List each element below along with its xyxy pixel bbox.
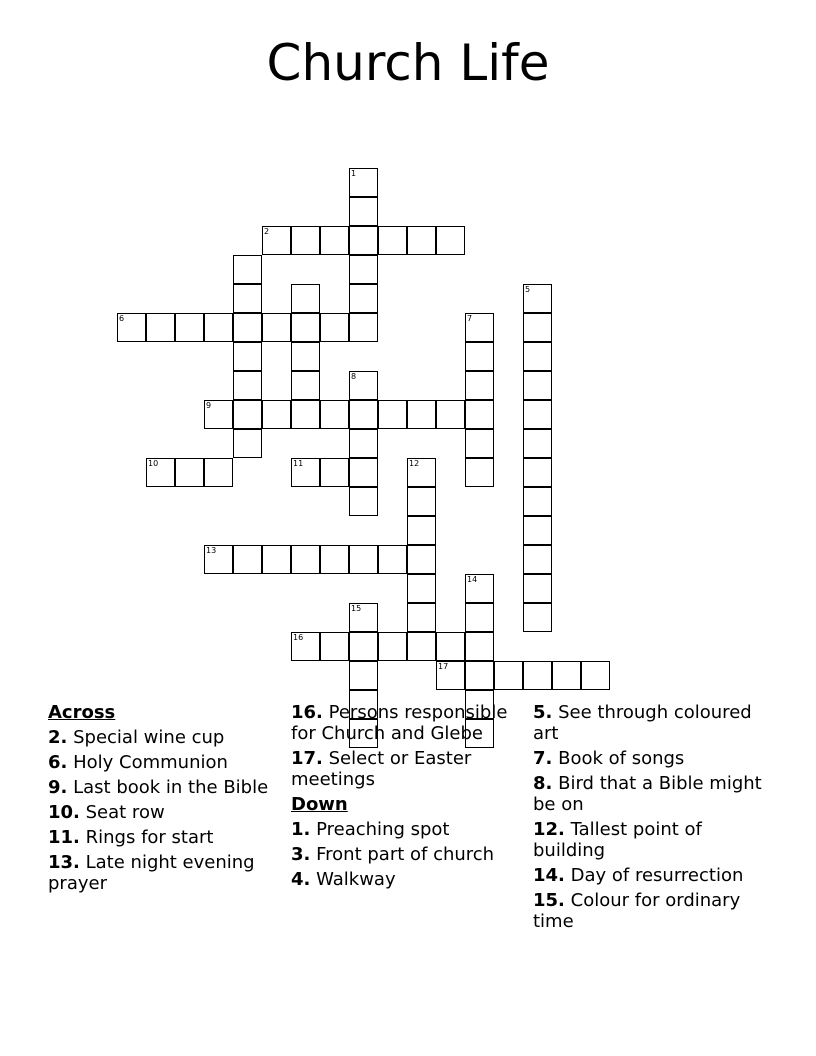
grid-cell[interactable]: [117, 313, 146, 342]
grid-cell[interactable]: [465, 458, 494, 487]
grid-cell[interactable]: [523, 661, 552, 690]
cell-number: 9: [206, 401, 212, 410]
clue-column-3: [533, 702, 773, 936]
cell-number: 11: [293, 459, 304, 468]
grid-cell[interactable]: [204, 545, 233, 574]
grid-cell[interactable]: [349, 197, 378, 226]
grid-cell[interactable]: [320, 400, 349, 429]
clue-across-10[interactable]: 10. Seat row: [48, 802, 165, 823]
grid-cell[interactable]: [233, 371, 262, 400]
grid-cell[interactable]: [320, 313, 349, 342]
clue-across-13[interactable]: 13. Late night evening prayer: [48, 852, 255, 894]
clue-across-6[interactable]: 6. Holy Communion: [48, 752, 228, 773]
grid-cell[interactable]: [494, 661, 523, 690]
grid-cell[interactable]: [465, 313, 494, 342]
grid-cell[interactable]: [523, 574, 552, 603]
grid-cell[interactable]: [552, 661, 581, 690]
grid-cell[interactable]: [581, 661, 610, 690]
cell-number: 5: [525, 285, 531, 294]
grid-cell[interactable]: [465, 400, 494, 429]
clue-down-5[interactable]: 5. See through coloured art: [533, 702, 752, 744]
grid-cell[interactable]: [465, 371, 494, 400]
grid-cell[interactable]: [349, 400, 378, 429]
grid-cell[interactable]: [204, 400, 233, 429]
grid-cell[interactable]: [291, 632, 320, 661]
grid-cell[interactable]: [407, 603, 436, 632]
clue-down-4[interactable]: 4. Walkway: [291, 869, 396, 890]
grid-cell[interactable]: [320, 458, 349, 487]
grid-cell[interactable]: [320, 226, 349, 255]
clue-column-1: [48, 702, 278, 898]
grid-cell[interactable]: [233, 284, 262, 313]
puzzle-title: Church Life: [266, 34, 550, 92]
grid-cell[interactable]: [349, 226, 378, 255]
grid-cell[interactable]: [407, 400, 436, 429]
grid-cell[interactable]: [407, 226, 436, 255]
cell-number: 13: [206, 546, 217, 555]
cell-number: 12: [409, 459, 420, 468]
cell-number: 14: [467, 575, 478, 584]
cell-number: 7: [467, 314, 473, 323]
clue-down-12[interactable]: 12. Tallest point of building: [533, 819, 702, 861]
grid-cell[interactable]: [523, 342, 552, 371]
clue-column-2: [291, 702, 521, 894]
grid-cell[interactable]: [291, 458, 320, 487]
clue-down-7[interactable]: 7. Book of songs: [533, 748, 685, 769]
cell-number: 8: [351, 372, 357, 381]
grid-cell[interactable]: [291, 342, 320, 371]
grid-cell[interactable]: [349, 458, 378, 487]
cell-number: 6: [119, 314, 125, 323]
clue-across-2[interactable]: 2. Special wine cup: [48, 727, 225, 748]
grid-cell[interactable]: [146, 313, 175, 342]
grid-cell[interactable]: [262, 313, 291, 342]
down-heading: Down: [291, 794, 348, 815]
grid-cell[interactable]: [407, 458, 436, 487]
grid-cell[interactable]: [378, 632, 407, 661]
clue-down-1[interactable]: 1. Preaching spot: [291, 819, 450, 840]
grid-cell[interactable]: [233, 342, 262, 371]
grid-cell[interactable]: [349, 284, 378, 313]
grid-cell[interactable]: [320, 632, 349, 661]
grid-cell[interactable]: [523, 429, 552, 458]
grid-cell[interactable]: [233, 400, 262, 429]
grid-cell[interactable]: [349, 168, 378, 197]
grid-cell[interactable]: [378, 545, 407, 574]
grid-cell[interactable]: [378, 226, 407, 255]
cell-number: 10: [148, 459, 159, 468]
grid-cell[interactable]: [407, 545, 436, 574]
grid-cell[interactable]: [175, 313, 204, 342]
clue-down-8[interactable]: 8. Bird that a Bible might be on: [533, 773, 762, 815]
grid-cell[interactable]: [465, 661, 494, 690]
cell-number: 17: [438, 662, 449, 671]
grid-cell[interactable]: [407, 574, 436, 603]
grid-cell[interactable]: [349, 255, 378, 284]
grid-cell[interactable]: [204, 313, 233, 342]
cell-number: 16: [293, 633, 304, 642]
grid-cell[interactable]: [465, 429, 494, 458]
grid-cell[interactable]: [349, 487, 378, 516]
grid-cell[interactable]: [436, 661, 465, 690]
grid-cell[interactable]: [465, 603, 494, 632]
grid-cell[interactable]: [320, 545, 349, 574]
grid-cell[interactable]: [523, 603, 552, 632]
grid-cell[interactable]: [523, 400, 552, 429]
clue-across-17[interactable]: 17. Select or Easter meetings: [291, 748, 472, 790]
grid-cell[interactable]: [291, 371, 320, 400]
grid-cell[interactable]: [233, 545, 262, 574]
grid-cell[interactable]: [523, 458, 552, 487]
grid-cell[interactable]: [523, 371, 552, 400]
grid-cell[interactable]: [436, 400, 465, 429]
cell-number: 1: [351, 169, 357, 178]
grid-cell[interactable]: [146, 458, 175, 487]
grid-cell[interactable]: [349, 603, 378, 632]
clue-down-3[interactable]: 3. Front part of church: [291, 844, 495, 865]
grid-cell[interactable]: [407, 516, 436, 545]
grid-cell[interactable]: [262, 400, 291, 429]
grid-cell[interactable]: [291, 400, 320, 429]
grid-cell[interactable]: [204, 458, 233, 487]
grid-cell[interactable]: [233, 429, 262, 458]
grid-cell[interactable]: [523, 545, 552, 574]
grid-cell[interactable]: [436, 632, 465, 661]
grid-cell[interactable]: [465, 632, 494, 661]
grid-cell[interactable]: [349, 313, 378, 342]
grid-cell[interactable]: [378, 400, 407, 429]
grid-cell[interactable]: [523, 516, 552, 545]
grid-cell[interactable]: [523, 487, 552, 516]
cell-number: 2: [264, 227, 270, 236]
cell-number: 15: [351, 604, 362, 613]
grid-cell[interactable]: [349, 429, 378, 458]
grid-cell[interactable]: [436, 226, 465, 255]
grid-cell[interactable]: [523, 313, 552, 342]
grid-cell[interactable]: [465, 574, 494, 603]
grid-cell[interactable]: [175, 458, 204, 487]
grid-cell[interactable]: [233, 313, 262, 342]
grid-cell[interactable]: [291, 545, 320, 574]
grid-cell[interactable]: [291, 313, 320, 342]
grid-cell[interactable]: [233, 255, 262, 284]
grid-cell[interactable]: [349, 661, 378, 690]
grid-cell[interactable]: [291, 226, 320, 255]
grid-cell[interactable]: [291, 284, 320, 313]
grid-cell[interactable]: [523, 284, 552, 313]
grid-cell[interactable]: [262, 226, 291, 255]
grid-cell[interactable]: [465, 342, 494, 371]
grid-cell[interactable]: [407, 487, 436, 516]
grid-cell[interactable]: [349, 545, 378, 574]
grid-cell[interactable]: [407, 632, 436, 661]
grid-cell[interactable]: [349, 371, 378, 400]
across-heading: Across: [48, 702, 116, 723]
clue-down-15[interactable]: 15. Colour for ordinary time: [533, 890, 741, 932]
clue-down-14[interactable]: 14. Day of resurrection: [533, 865, 744, 886]
clue-across-9[interactable]: 9. Last book in the Bible: [48, 777, 269, 798]
grid-cell[interactable]: [262, 545, 291, 574]
clue-across-16[interactable]: 16. Persons responsible for Church and Glebe: [291, 702, 508, 744]
grid-cell[interactable]: [349, 632, 378, 661]
clue-across-11[interactable]: 11. Rings for start: [48, 827, 214, 848]
